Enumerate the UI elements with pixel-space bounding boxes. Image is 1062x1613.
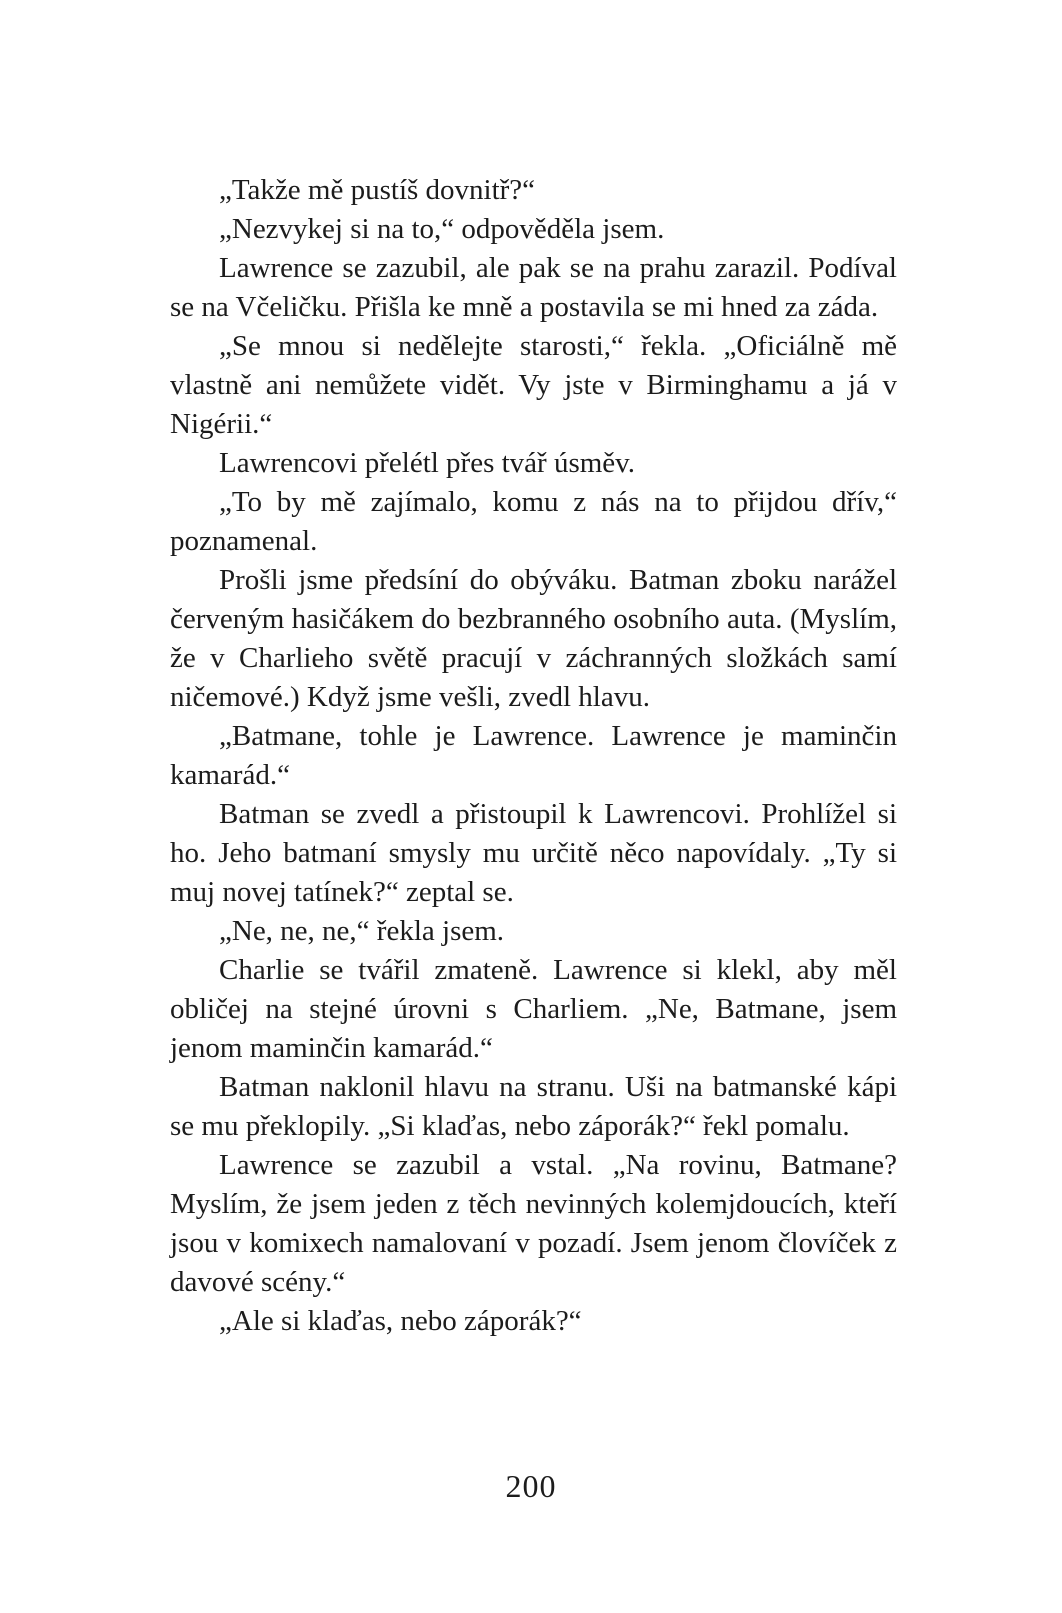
- paragraph: Prošli jsme předsíní do obýváku. Batman zboku narážel červeným hasičákem do bezbranného osobního auta. (Myslím, že v Charlieho světě pracují v záchranných složkách samí ničemové.) Když jsme vešli, zvedl hlavu.: [170, 564, 897, 713]
- paragraph: „Ale si klaďas, nebo záporák?“: [219, 1305, 582, 1337]
- paragraph: Charlie se tvářil zmateně. Lawrence si klekl, aby měl obličej na stejné úrovni s Charliem. „Ne, Batmane, jsem jenom maminčin kamarád.“: [170, 954, 897, 1064]
- page-number: 200: [505, 1468, 557, 1504]
- paragraph: „Takže mě pustíš dovnitř?“: [219, 174, 536, 206]
- paragraph: „Nezvykej si na to,“ odpověděla jsem.: [219, 213, 665, 245]
- body-text: [170, 171, 897, 1341]
- paragraph: „Ne, ne, ne,“ řekla jsem.: [219, 915, 505, 947]
- paragraph: Lawrencovi přelétl přes tvář úsměv.: [219, 447, 636, 479]
- paragraph: Batman se zvedl a přistoupil k Lawrencovi. Prohlížel si ho. Jeho batmaní smysly mu určitě něco napovídaly. „Ty si muj novej tatínek?“ zeptal se.: [170, 798, 897, 908]
- paragraph: Lawrence se zazubil a vstal. „Na rovinu, Batmane? Myslím, že jsem jeden z těch nevinných kolemjdoucích, kteří jsou v komixech namalovaní v pozadí. Jsem jenom človíček z davové scény.“: [170, 1149, 897, 1298]
- paragraph: „To by mě zajímalo, komu z nás na to přijdou dřív,“ poznamenal.: [170, 486, 897, 557]
- paragraph: Lawrence se zazubil, ale pak se na prahu zarazil. Podíval se na Včeličku. Přišla ke mně a postavila se mi hned za záda.: [170, 252, 897, 323]
- paragraph: „Se mnou si nedělejte starosti,“ řekla. „Oficiálně mě vlastně ani nemůžete vidět. Vy jste v Birminghamu a já v Nigérii.“: [170, 330, 897, 440]
- paragraph: „Batmane, tohle je Lawrence. Lawrence je maminčin kamarád.“: [170, 720, 897, 791]
- paragraph: Batman naklonil hlavu na stranu. Uši na batmanské kápi se mu překlopily. „Si klaďas, nebo záporák?“ řekl pomalu.: [170, 1071, 897, 1142]
